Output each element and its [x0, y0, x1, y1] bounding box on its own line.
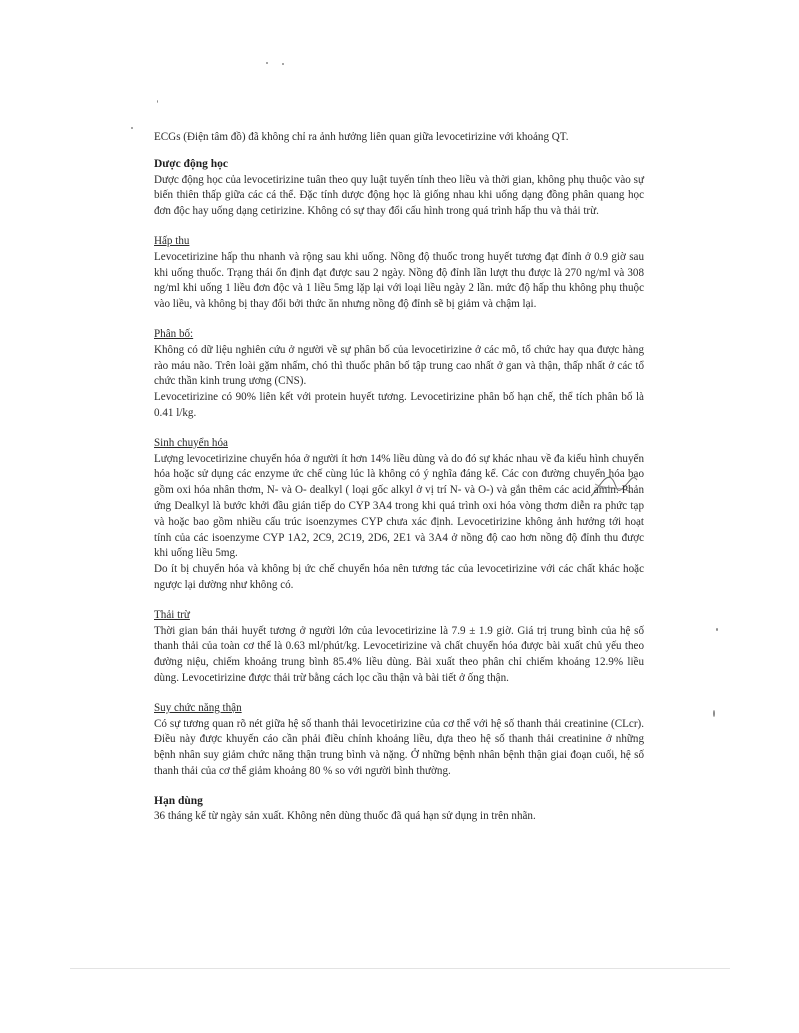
section-suy-chuc-nang-than	[154, 701, 644, 780]
section-paragraph: Lượng levocetirizine chuyển hóa ở người ít hơn 14% liều dùng và do đó sự khác nhau về đa kiểu hình chuyển hóa hoặc sử dụng các enzyme ức chế cùng lúc là không có ý nghĩa đáng kể. Các con đường chuyển hóa bao gồm oxi hóa nhân thơm, N- và O- dealkyl ( loại gốc alkyl ở vị trí N- và O-) và gắn thêm các acid amin. Phản ứng Dealkyl là bước khởi đầu gián tiếp do CYP 3A4 trong khi quá trình oxi hóa vòng thơm diễn ra phức tạp và hoặc bao gồm nhiều cấu trúc isoenzymes CYP chưa xác định. Levocetirizine không ảnh hưởng tới hoạt tính của các isoenzyme CYP 1A2, 2C9, 2C19, 2D6, 2E1 và 3A4 ở nồng độ cao hơn nồng độ đỉnh thu được khi uống liều 5mg.	[154, 452, 644, 560]
section-paragraph: Levocetirizine có 90% liên kết với protein huyết tương. Levocetirizine phân bố hạn chế, thể tích phân bố là 0.41 l/kg.	[154, 391, 644, 419]
intro-section	[154, 130, 644, 146]
intro-text: ECGs (Điện tâm đồ) đã không chỉ ra ảnh hưởng liên quan giữa levocetirizine với khoảng QT.	[154, 131, 569, 143]
section-han-dung	[154, 794, 644, 826]
scan-speck	[266, 62, 268, 64]
section-paragraph: Không có dữ liệu nghiên cứu ở người về sự phân bố của levocetirizine ở các mô, tổ chức hay qua được hàng rào máu não. Trên loài gặm nhấm, chó thì thuốc phân bố tập trung cao nhất ở gan và thận, thấp nhất ở các tổ chức thần kinh trung ương (CNS).	[154, 343, 644, 388]
scan-speck	[157, 100, 158, 103]
section-duoc-dong-hoc	[154, 157, 644, 220]
section-phan-bo	[154, 327, 644, 422]
section-heading: Dược động học	[154, 157, 228, 170]
scan-speck	[713, 710, 715, 717]
section-heading: Hấp thu	[154, 234, 190, 247]
section-paragraph: Do ít bị chuyển hóa và không bị ức chế chuyển hóa nên tương tác của levocetirizine với các chất khác hoặc ngược lại dường như không có.	[154, 563, 644, 591]
section-sinh-chuyen-hoa	[154, 436, 644, 594]
section-heading: Sinh chuyển hóa	[154, 436, 228, 449]
scan-speck	[716, 628, 718, 631]
scan-speck	[131, 127, 133, 129]
document-body	[154, 130, 644, 839]
section-heading: Thải trừ	[154, 608, 190, 621]
scan-speck	[282, 63, 284, 65]
section-paragraph: Levocetirizine hấp thu nhanh và rộng sau khi uống. Nồng độ thuốc trong huyết tương đạt đỉnh ở 0.9 giờ sau khi uống thuốc. Trạng thái ổn định đạt được sau 2 ngày. Nồng độ đỉnh lần lượt thu được là 270 ng/ml và 308 ng/ml khi uống 1 liều đơn độc và 1 liều 5mg lặp lại với loại liều ngày 2 lần. mức độ hấp thu không phụ thuộc vào liều, và không bị thay đổi bởi thức ăn nhưng nồng độ đỉnh sẽ bị giảm và chậm lại.	[154, 250, 644, 311]
section-heading: Hạn dùng	[154, 794, 203, 807]
section-heading: Suy chức năng thận	[154, 701, 242, 714]
section-paragraph: Có sự tương quan rõ nét giữa hệ số thanh thải levocetirizine của cơ thể với hệ số thanh thải creatinine (CLcr). Điều này được khuyến cáo cần phải điều chỉnh khoảng liều, dựa theo hệ số thanh thải creatinine ở những bệnh nhân suy giảm chức năng thận trung bình và nặng. Ở những bệnh nhân bệnh thận giai đoạn cuối, hệ số thanh thải của cơ thể giảm khoảng 80 % so với người bình thường.	[154, 717, 644, 777]
section-paragraph: Thời gian bán thải huyết tương ở người lớn của levocetirizine là 7.9 ± 1.9 giờ. Giá trị trung bình của hệ số thanh thải của toàn cơ thể là 0.63 ml/phút/kg. Levocetirizine và chất chuyển hóa được bài xuất chủ yếu theo đường niệu, chiếm khoảng trung bình 85.4% liều dùng. Bài xuất theo phân chỉ chiếm khoảng 12.9% liều dùng. Levocetirizine được thải trừ bằng cách lọc cầu thận và bài tiết ở ống thận.	[154, 624, 644, 684]
section-paragraph: Dược động học của levocetirizine tuân theo quy luật tuyến tính theo liều và thời gian, không phụ thuộc vào sự biến thiên thấp giữa các cá thể. Đặc tính dược động học là giống nhau khi uống dạng đồng phân quang học đơn độc hay uống dạng cetirizine. Không có sự thay đổi cấu hình trong quá trình hấp thu và thải trừ.	[154, 173, 644, 218]
section-hap-thu	[154, 234, 644, 313]
section-thai-tru	[154, 608, 644, 687]
section-paragraph: 36 tháng kể từ ngày sản xuất. Không nên dùng thuốc đã quá hạn sử dụng in trên nhãn.	[154, 810, 536, 823]
scan-edge-line	[70, 968, 730, 969]
section-heading: Phân bố:	[154, 327, 194, 340]
